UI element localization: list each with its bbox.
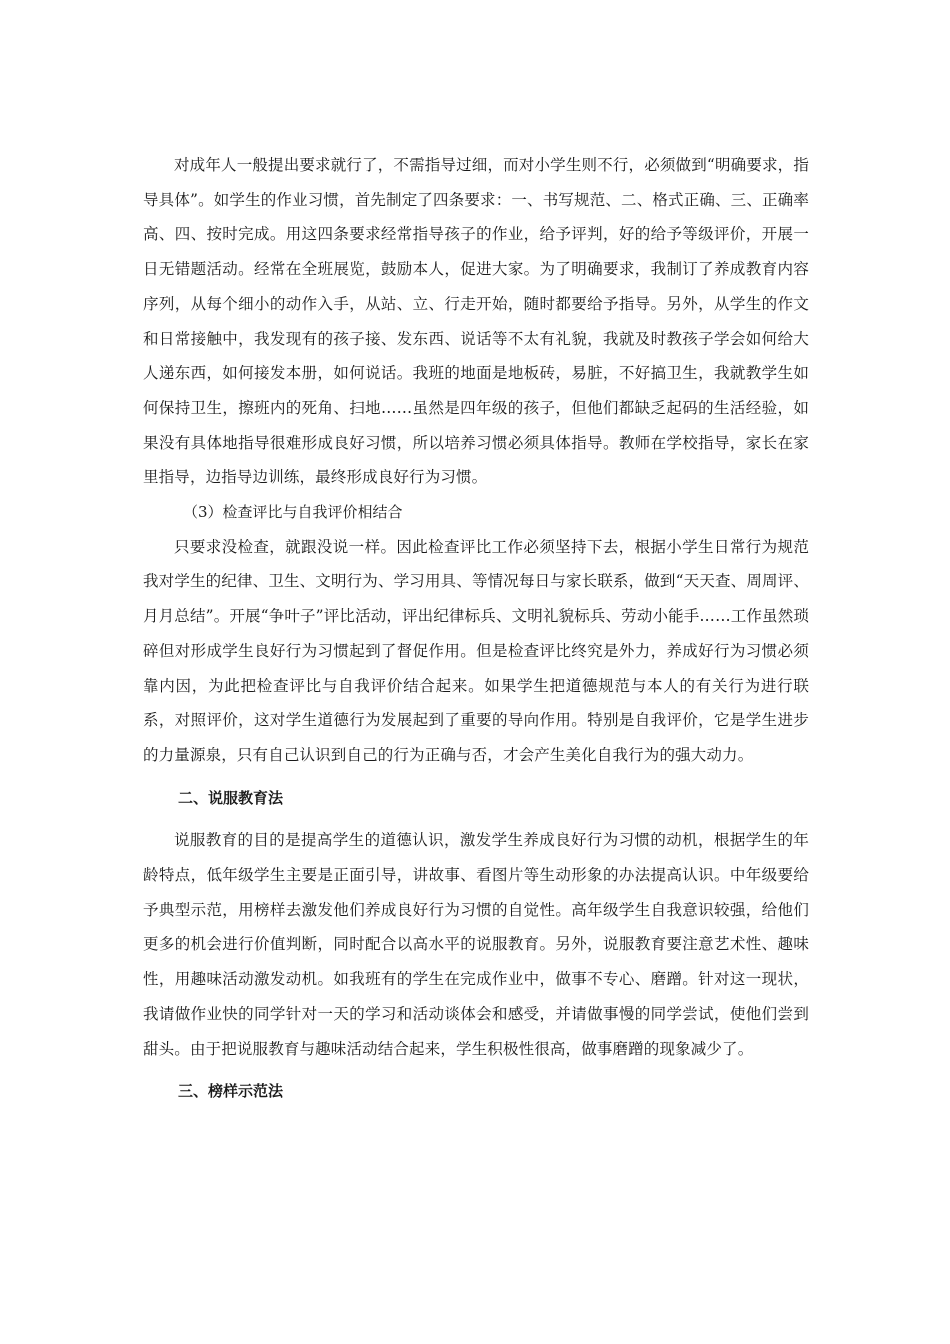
heading-role-model: 三、榜样示范法: [178, 1082, 284, 1101]
paragraph-requirements-guidance: 对成年人一般提出要求就行了，不需指导过细，而对小学生则不行，必须做到“明确要求，指导具体”。如学生的作业习惯，首先制定了四条要求：一、书写规范、二、格式正确、三、正确率高、四、按时完成。用这四条要求经常指导孩子的作业，给予评判，好的给予等级评价，开展一日无错题活动。经常在全班展览，鼓励本人，促进大家。为了明确要求，我制订了养成教育内容序列，从每个细小的动作入手，从站、立、行走开始，随时都要给予指导。另外，从学生的作文和日常接触中，我发现有的孩子接、发东西、说话等不太有礼貌，我就及时教孩子学会如何给大人递东西，如何接发本册，如何说话。我班的地面是地板砖，易脏，不好搞卫生，我就教学生如何保持卫生，擦班内的死角、扫地……虽然是四年级的孩子，但他们都缺乏起码的生活经验，如果没有具体地指导很难形成良好习惯，所以培养习惯必须具体指导。教师在学校指导，家长在家里指导，边指导边训练，最终形成良好行为习惯。: [143, 156, 809, 487]
spacer: [143, 815, 809, 823]
paragraph-persuasion-education: 说服教育的目的是提高学生的道德认识，激发学生养成良好行为习惯的动机，根据学生的年龄特点，低年级学生主要是正面引导，讲故事、看图片等生动形象的办法提高认识。中年级要给予典型示范，用榜样去激发他们养成良好行为习惯的自觉性。高年级学生自我意识较强，给他们更多的机会进行价值判断，同时配合以高水平的说服教育。另外，说服教育要注意艺术性、趣味性，用趣味活动激发动机。如我班有的学生在完成作业中，做事不专心、磨蹭。针对这一现状，我请做作业快的同学针对一天的学习和活动谈体会和感受，并请做事慢的同学尝试，使他们尝到甜头。由于把说服教育与趣味活动结合起来，学生积极性很高，做事磨蹭的现象减少了。: [143, 831, 809, 1058]
subheading-inspection-evaluation: （3）检查评比与自我评价相结合: [183, 503, 403, 522]
spacer: [143, 773, 809, 781]
paragraph-inspection-evaluation: 只要求没检查，就跟没说一样。因此检查评比工作必须坚持下去，根据小学生日常行为规范我对学生的纪律、卫生、文明行为、学习用具、等情况每日与家长联系，做到“天天查、周周评、月月总结”。开展“争叶子”评比活动，评出纪律标兵、文明礼貌标兵、劳动小能手……工作虽然琐碎但对形成学生良好行为习惯起到了督促作用。但是检查评比终究是外力，养成好行为习惯必须靠内因，为此把检查评比与自我评价结合起来。如果学生把道德规范与本人的有关行为进行联系，对照评价，这对学生道德行为发展起到了重要的导向作用。特别是自我评价，它是学生进步的力量源泉，只有自己认识到自己的行为正确与否，才会产生美化自我行为的强大动力。: [143, 537, 809, 764]
spacer: [143, 1066, 809, 1074]
document-body: [143, 148, 809, 1109]
heading-persuasion-education: 二、说服教育法: [178, 788, 284, 807]
